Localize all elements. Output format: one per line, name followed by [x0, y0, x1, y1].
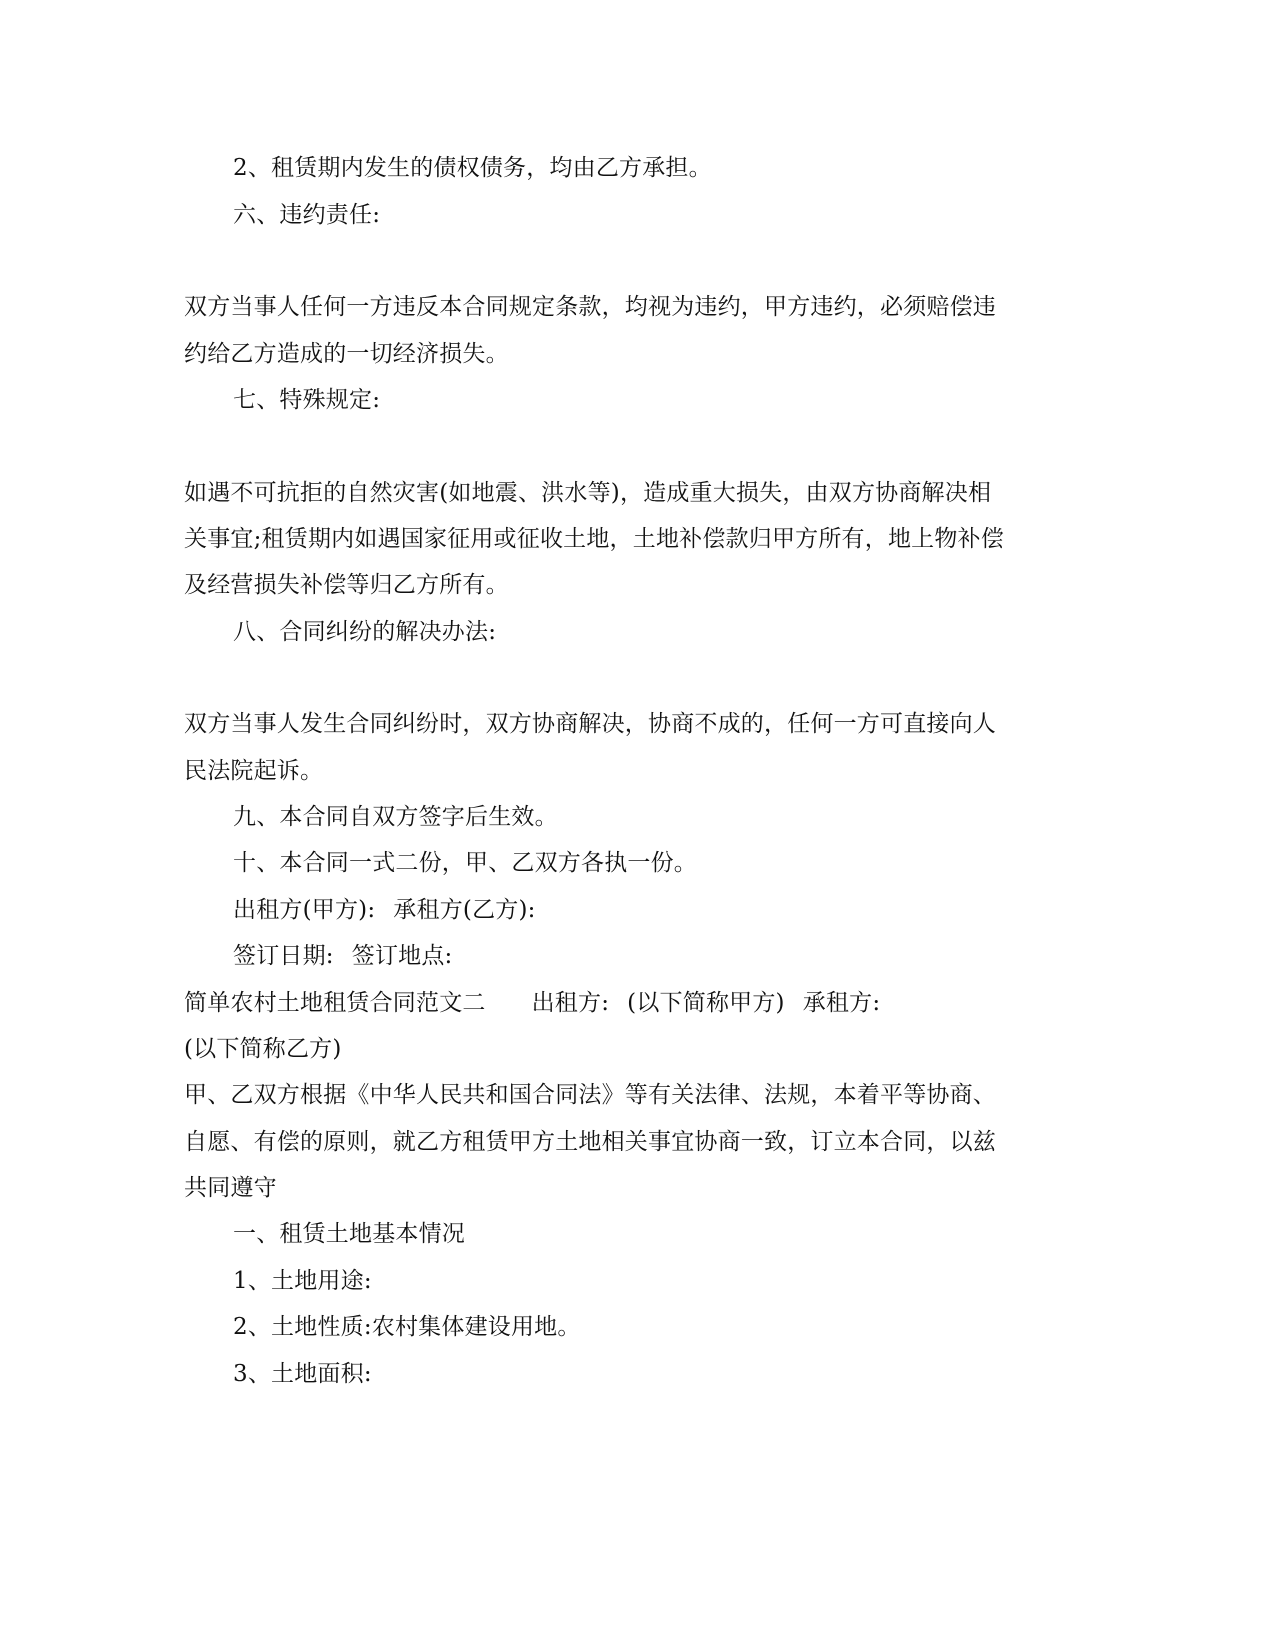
- signature-parties-row: [233, 896, 536, 924]
- paragraph-preamble-line-1: 甲、乙双方根据《中华人民共和国合同法》等有关法律、法规，本着平等协商、: [184, 1082, 996, 1108]
- paragraph-preamble-line-3: 共同遵守: [184, 1175, 277, 1201]
- paragraph-preamble-line-2: 自愿、有偿的原则，就乙方租赁甲方土地相关事宜协商一致，订立本合同，以兹: [184, 1129, 996, 1155]
- paragraph-special-line-1: 如遇不可抗拒的自然灾害(如地震、洪水等)，造成重大损失，由双方协商解决相: [184, 480, 992, 506]
- paragraph-special-line-3: 及经营损失补偿等归乙方所有。: [184, 572, 509, 598]
- signing-date-label: 签订日期:: [233, 943, 334, 969]
- lessee-field-label: 承租方:: [802, 990, 881, 1016]
- lessee-abbrev-note: (以下简称乙方): [184, 1036, 342, 1062]
- heading-breach-liability: 六、违约责任:: [233, 202, 381, 228]
- heading-dispute-resolution: 八、合同纠纷的解决办法:: [233, 619, 497, 645]
- lessor-field-label: 出租方:: [531, 990, 610, 1016]
- paragraph-debt-clause: 2、租赁期内发生的债权债务，均由乙方承担。: [233, 155, 712, 181]
- second-contract-title: 简单农村土地租赁合同范文二: [184, 990, 486, 1016]
- paragraph-dispute-line-1: 双方当事人发生合同纠纷时，双方协商解决，协商不成的，任何一方可直接向人: [184, 711, 996, 737]
- paragraph-breach-line-2: 约给乙方造成的一切经济损失。: [184, 341, 509, 367]
- paragraph-breach-line-1: 双方当事人任何一方违反本合同规定条款，均视为违约，甲方违约，必须赔偿违: [184, 294, 996, 320]
- item-land-use: 1、土地用途:: [233, 1268, 372, 1294]
- heading-special-provisions: 七、特殊规定:: [233, 387, 381, 413]
- lessee-label: 承租方(乙方):: [393, 897, 536, 923]
- lessor-label: 出租方(甲方):: [233, 897, 376, 923]
- signing-place-label: 签订地点:: [351, 943, 453, 969]
- item-land-nature: 2、土地性质:农村集体建设用地。: [233, 1314, 581, 1340]
- item-land-area: 3、土地面积:: [233, 1361, 372, 1387]
- lessor-abbrev-note: (以下简称甲方): [627, 990, 785, 1016]
- clause-copies: 十、本合同一式二份，甲、乙双方各执一份。: [233, 850, 697, 876]
- paragraph-dispute-line-2: 民法院起诉。: [184, 758, 324, 784]
- clause-effective: 九、本合同自双方签字后生效。: [233, 804, 558, 830]
- paragraph-special-line-2: 关事宜;租赁期内如遇国家征用或征收土地，土地补偿款归甲方所有，地上物补偿: [184, 526, 1004, 552]
- signing-info-row: [233, 942, 453, 970]
- second-contract-header-row: [184, 989, 880, 1017]
- heading-land-basics: 一、租赁土地基本情况: [233, 1221, 465, 1247]
